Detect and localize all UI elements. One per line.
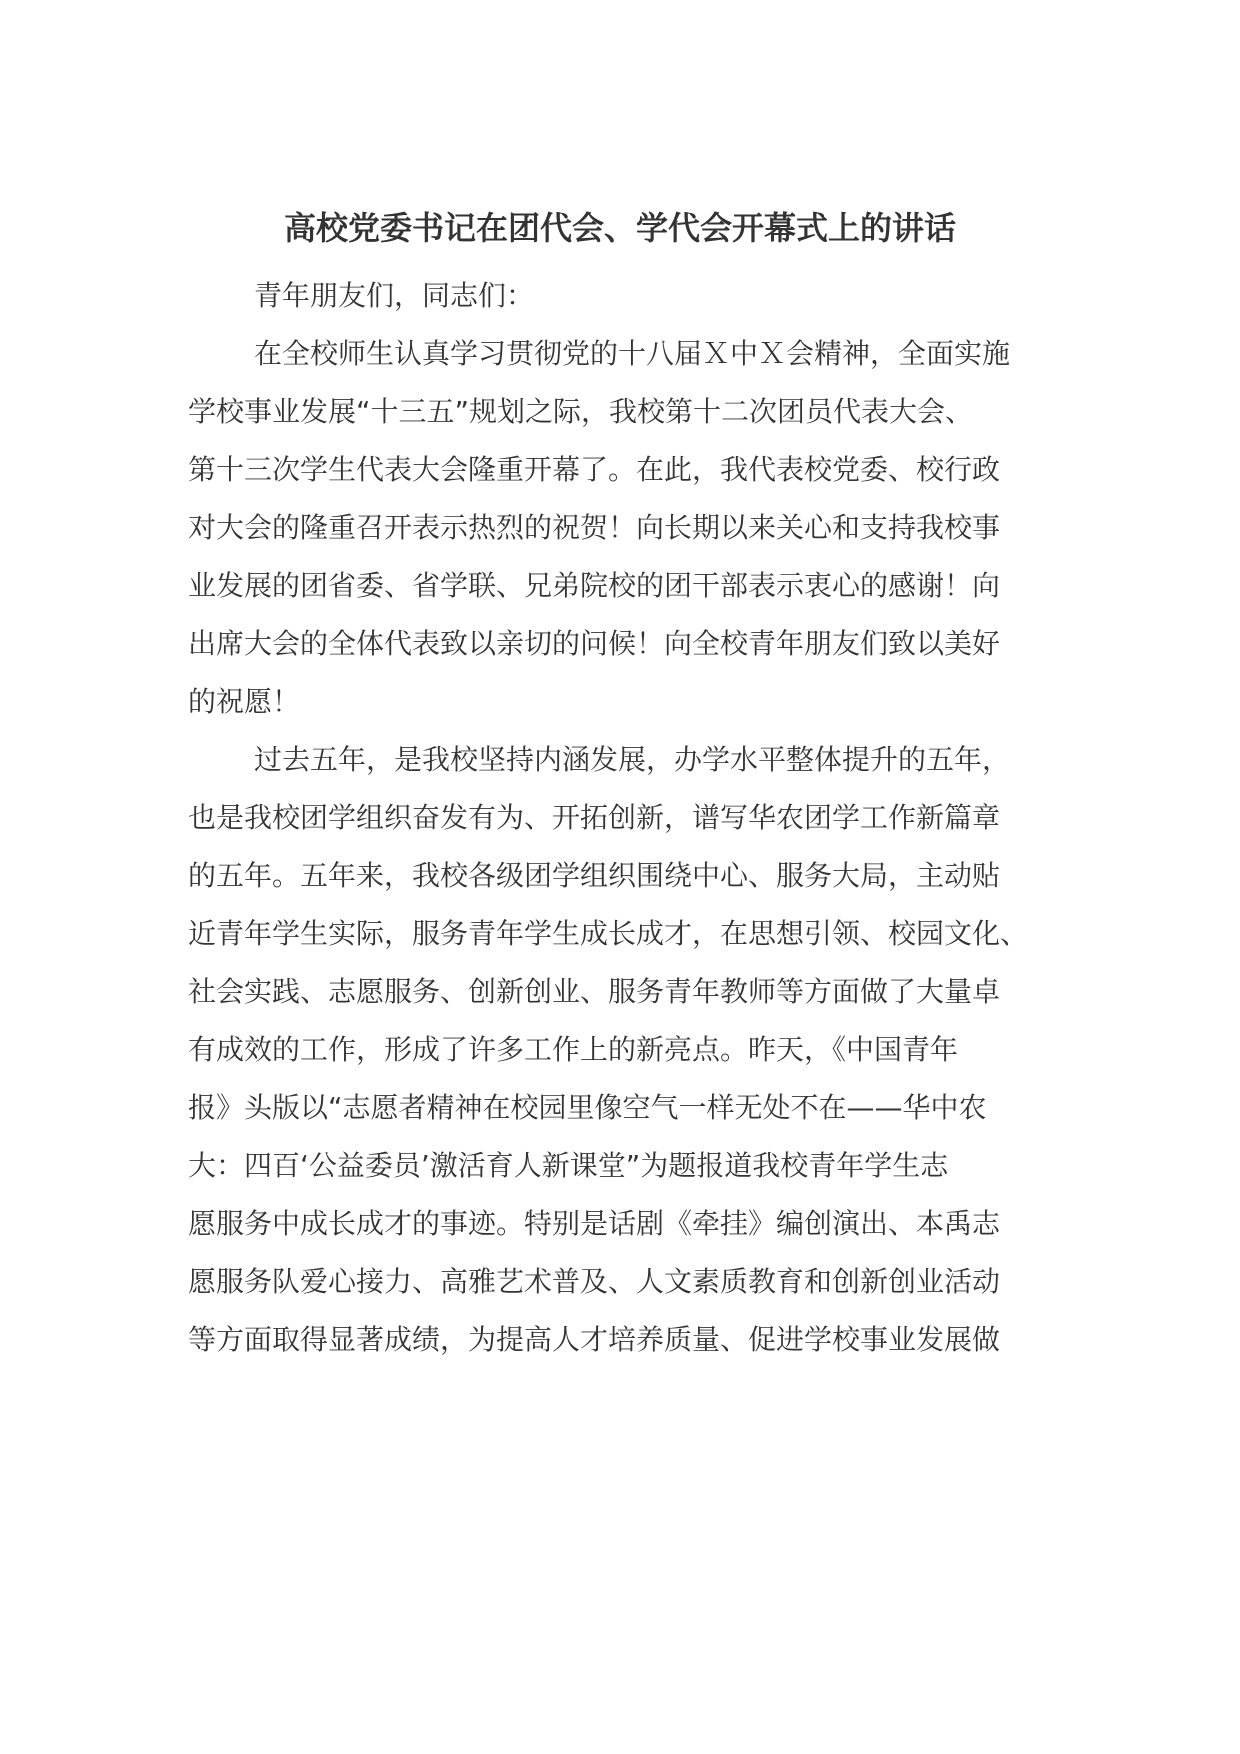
paragraph-2-line-5: 社会实践、志愿服务、创新创业、服务青年教师等方面做了大量卓 xyxy=(188,975,1001,1008)
paragraph-1-line-2: 学校事业发展“十三五”规划之际，我校第十二次团员代表大会、 xyxy=(188,395,974,428)
salutation-line: 青年朋友们，同志们： xyxy=(254,279,535,312)
paragraph-2-line-10: 愿服务队爱心接力、高雅艺术普及、人文素质教育和创新创业活动 xyxy=(188,1265,1001,1298)
paragraph-2-line-7: 报》头版以“志愿者精神在校园里像空气一样无处不在——华中农 xyxy=(188,1091,987,1124)
paragraph-2-line-3: 的五年。五年来，我校各级团学组织围绕中心、服务大局，主动贴 xyxy=(188,859,1001,892)
paragraph-1-line-1: 在全校师生认真学习贯彻党的十八届Ｘ中Ｘ会精神，全面实施 xyxy=(254,337,1011,370)
paragraph-1-line-4: 对大会的隆重召开表示热烈的祝贺！向长期以来关心和支持我校事 xyxy=(188,511,1001,544)
paragraph-2-line-9: 愿服务中成长成才的事迹。特别是话剧《牵挂》编创演出、本禹志 xyxy=(188,1207,1001,1240)
paragraph-1-line-6: 出席大会的全体代表致以亲切的问候！向全校青年朋友们致以美好 xyxy=(188,627,1001,660)
document-title: 高校党委书记在团代会、学代会开幕式上的讲话 xyxy=(283,209,956,247)
paragraph-1-line-7: 的祝愿！ xyxy=(188,685,301,718)
paragraph-2-line-6: 有成效的工作，形成了许多工作上的新亮点。昨天，《中国青年 xyxy=(188,1033,959,1066)
paragraph-2-line-8: 大：四百‘公益委员’激活育人新课堂”为题报道我校青年学生志 xyxy=(188,1149,949,1182)
paragraph-2-line-1: 过去五年，是我校坚持内涵发展，办学水平整体提升的五年， xyxy=(254,743,1011,776)
paragraph-1-line-3: 第十三次学生代表大会隆重开幕了。在此，我代表校党委、校行政 xyxy=(188,453,1001,486)
paragraph-2-line-2: 也是我校团学组织奋发有为、开拓创新，谱写华农团学工作新篇章 xyxy=(188,801,1001,834)
paragraph-2-line-11: 等方面取得显著成绩，为提高人才培养质量、促进学校事业发展做 xyxy=(188,1323,1001,1356)
paragraph-2-line-4: 近青年学生实际，服务青年学生成长成才，在思想引领、校园文化、 xyxy=(188,917,1029,950)
paragraph-1-line-5: 业发展的团省委、省学联、兄弟院校的团干部表示衷心的感谢！向 xyxy=(188,569,1001,602)
